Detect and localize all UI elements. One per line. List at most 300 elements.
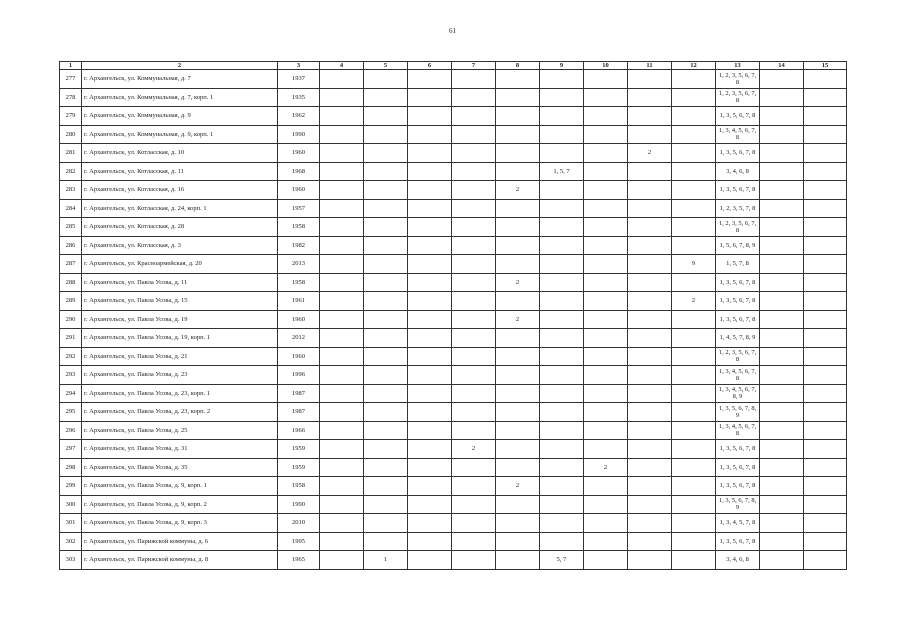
cell-col-15 bbox=[804, 384, 847, 403]
cell-col-4 bbox=[320, 384, 364, 403]
cell-col-14 bbox=[760, 273, 804, 292]
cell-col-9 bbox=[540, 458, 584, 477]
address-cell: г. Архангельск, ул. Парижской коммуны, д. 6 bbox=[82, 532, 278, 551]
address-cell: г. Архангельск, ул. Павла Усова, д. 9, корп. 3 bbox=[82, 514, 278, 533]
column-header-3: 3 bbox=[278, 62, 320, 70]
row-number: 277 bbox=[60, 70, 82, 89]
cell-col-14 bbox=[760, 440, 804, 459]
cell-col-8 bbox=[496, 107, 540, 126]
cell-col-13: 1, 3, 5, 6, 7, 8 bbox=[716, 532, 760, 551]
cell-col-10 bbox=[584, 199, 628, 218]
cell-col-6 bbox=[408, 440, 452, 459]
cell-col-15 bbox=[804, 514, 847, 533]
cell-col-10 bbox=[584, 107, 628, 126]
cell-col-7 bbox=[452, 218, 496, 237]
cell-col-13: 1, 3, 4, 5, 6, 7, 8, 9 bbox=[716, 384, 760, 403]
cell-col-13: 1, 3, 5, 6, 7, 8 bbox=[716, 107, 760, 126]
cell-col-4 bbox=[320, 366, 364, 385]
address-cell: г. Архангельск, ул. Павла Усова, д. 19 bbox=[82, 310, 278, 329]
cell-col-10 bbox=[584, 162, 628, 181]
cell-col-14 bbox=[760, 458, 804, 477]
cell-col-15 bbox=[804, 421, 847, 440]
row-number: 281 bbox=[60, 144, 82, 163]
cell-col-11 bbox=[628, 347, 672, 366]
year-cell: 1996 bbox=[278, 366, 320, 385]
cell-col-13: 1, 3, 5, 6, 7, 8 bbox=[716, 477, 760, 496]
year-cell: 1959 bbox=[278, 458, 320, 477]
cell-col-10 bbox=[584, 366, 628, 385]
row-number: 285 bbox=[60, 218, 82, 237]
table-row bbox=[60, 532, 847, 551]
cell-col-14 bbox=[760, 329, 804, 348]
cell-col-11: 2 bbox=[628, 144, 672, 163]
cell-col-7 bbox=[452, 70, 496, 89]
year-cell: 1966 bbox=[278, 421, 320, 440]
cell-col-7 bbox=[452, 458, 496, 477]
cell-col-8 bbox=[496, 199, 540, 218]
table-row bbox=[60, 310, 847, 329]
cell-col-15 bbox=[804, 218, 847, 237]
cell-col-9: 1, 5, 7 bbox=[540, 162, 584, 181]
cell-col-5 bbox=[364, 384, 408, 403]
table-row bbox=[60, 70, 847, 89]
cell-col-5 bbox=[364, 403, 408, 422]
table-row bbox=[60, 236, 847, 255]
cell-col-12 bbox=[672, 162, 716, 181]
year-cell: 2010 bbox=[278, 514, 320, 533]
row-number: 292 bbox=[60, 347, 82, 366]
cell-col-15 bbox=[804, 273, 847, 292]
table-row bbox=[60, 421, 847, 440]
cell-col-6 bbox=[408, 236, 452, 255]
cell-col-13: 1, 2, 3, 5, 7, 8 bbox=[716, 199, 760, 218]
cell-col-5 bbox=[364, 495, 408, 514]
cell-col-4 bbox=[320, 236, 364, 255]
cell-col-14 bbox=[760, 551, 804, 570]
cell-col-12 bbox=[672, 218, 716, 237]
cell-col-13: 1, 3, 5, 6, 7, 8 bbox=[716, 458, 760, 477]
cell-col-10 bbox=[584, 218, 628, 237]
address-cell: г. Архангельск, ул. Павла Усова, д. 9, корп. 2 bbox=[82, 495, 278, 514]
cell-col-6 bbox=[408, 255, 452, 274]
row-number: 280 bbox=[60, 125, 82, 144]
cell-col-8 bbox=[496, 70, 540, 89]
cell-col-12 bbox=[672, 107, 716, 126]
cell-col-8 bbox=[496, 532, 540, 551]
address-cell: г. Архангельск, ул. Красноармейская, д. 20 bbox=[82, 255, 278, 274]
cell-col-8 bbox=[496, 125, 540, 144]
cell-col-11 bbox=[628, 403, 672, 422]
year-cell: 1987 bbox=[278, 384, 320, 403]
cell-col-5 bbox=[364, 255, 408, 274]
cell-col-7 bbox=[452, 88, 496, 107]
cell-col-14 bbox=[760, 366, 804, 385]
cell-col-7 bbox=[452, 107, 496, 126]
cell-col-8 bbox=[496, 458, 540, 477]
address-cell: г. Архангельск, ул. Павла Усова, д. 23, корп. 2 bbox=[82, 403, 278, 422]
year-cell: 1962 bbox=[278, 107, 320, 126]
cell-col-4 bbox=[320, 218, 364, 237]
address-cell: г. Архангельск, ул. Павла Усова, д. 11 bbox=[82, 273, 278, 292]
cell-col-11 bbox=[628, 310, 672, 329]
cell-col-11 bbox=[628, 88, 672, 107]
table-row bbox=[60, 514, 847, 533]
cell-col-11 bbox=[628, 70, 672, 89]
cell-col-9 bbox=[540, 532, 584, 551]
cell-col-4 bbox=[320, 532, 364, 551]
cell-col-8 bbox=[496, 218, 540, 237]
row-number: 302 bbox=[60, 532, 82, 551]
table-row bbox=[60, 144, 847, 163]
row-number: 299 bbox=[60, 477, 82, 496]
column-header-13: 13 bbox=[716, 62, 760, 70]
year-cell: 1958 bbox=[278, 477, 320, 496]
cell-col-14 bbox=[760, 310, 804, 329]
cell-col-6 bbox=[408, 495, 452, 514]
cell-col-13: 1, 3, 5, 6, 7, 8 bbox=[716, 292, 760, 311]
cell-col-12 bbox=[672, 403, 716, 422]
cell-col-8: 2 bbox=[496, 477, 540, 496]
address-cell: г. Архангельск, ул. Павла Усова, д. 25 bbox=[82, 421, 278, 440]
cell-col-5 bbox=[364, 310, 408, 329]
cell-col-14 bbox=[760, 88, 804, 107]
cell-col-15 bbox=[804, 125, 847, 144]
table-row bbox=[60, 440, 847, 459]
address-cell: г. Архангельск, ул. Котласская, д. 28 bbox=[82, 218, 278, 237]
header-row bbox=[60, 62, 847, 70]
table-row bbox=[60, 88, 847, 107]
cell-col-15 bbox=[804, 144, 847, 163]
cell-col-4 bbox=[320, 347, 364, 366]
address-cell: г. Архангельск, ул. Павла Усова, д. 23, корп. 1 bbox=[82, 384, 278, 403]
cell-col-9 bbox=[540, 495, 584, 514]
cell-col-8 bbox=[496, 88, 540, 107]
cell-col-11 bbox=[628, 458, 672, 477]
cell-col-6 bbox=[408, 310, 452, 329]
register-table bbox=[59, 61, 847, 570]
cell-col-9 bbox=[540, 70, 584, 89]
year-cell: 1957 bbox=[278, 199, 320, 218]
cell-col-10 bbox=[584, 125, 628, 144]
table-row bbox=[60, 551, 847, 570]
column-header-9: 9 bbox=[540, 62, 584, 70]
cell-col-11 bbox=[628, 495, 672, 514]
cell-col-10 bbox=[584, 384, 628, 403]
cell-col-9 bbox=[540, 88, 584, 107]
cell-col-12 bbox=[672, 181, 716, 200]
cell-col-7 bbox=[452, 292, 496, 311]
cell-col-5 bbox=[364, 199, 408, 218]
cell-col-6 bbox=[408, 403, 452, 422]
cell-col-15 bbox=[804, 495, 847, 514]
cell-col-8 bbox=[496, 495, 540, 514]
cell-col-15 bbox=[804, 310, 847, 329]
address-cell: г. Архангельск, ул. Котласская, д. 16 bbox=[82, 181, 278, 200]
cell-col-9 bbox=[540, 273, 584, 292]
cell-col-7 bbox=[452, 551, 496, 570]
cell-col-12 bbox=[672, 125, 716, 144]
year-cell: 1995 bbox=[278, 532, 320, 551]
row-number: 290 bbox=[60, 310, 82, 329]
address-cell: г. Архангельск, ул. Павла Усова, д. 9, корп. 1 bbox=[82, 477, 278, 496]
cell-col-9 bbox=[540, 477, 584, 496]
cell-col-5 bbox=[364, 458, 408, 477]
cell-col-11 bbox=[628, 199, 672, 218]
cell-col-15 bbox=[804, 88, 847, 107]
cell-col-5 bbox=[364, 144, 408, 163]
cell-col-14 bbox=[760, 144, 804, 163]
cell-col-12 bbox=[672, 384, 716, 403]
cell-col-15 bbox=[804, 458, 847, 477]
cell-col-12 bbox=[672, 514, 716, 533]
cell-col-13: 3, 4, 6, 8 bbox=[716, 162, 760, 181]
cell-col-9 bbox=[540, 384, 584, 403]
table-row bbox=[60, 292, 847, 311]
column-header-7: 7 bbox=[452, 62, 496, 70]
cell-col-6 bbox=[408, 144, 452, 163]
address-cell: г. Архангельск, ул. Павла Усова, д. 35 bbox=[82, 458, 278, 477]
cell-col-6 bbox=[408, 199, 452, 218]
table-row bbox=[60, 477, 847, 496]
cell-col-10 bbox=[584, 292, 628, 311]
cell-col-12 bbox=[672, 199, 716, 218]
cell-col-15 bbox=[804, 236, 847, 255]
cell-col-4 bbox=[320, 403, 364, 422]
cell-col-5 bbox=[364, 107, 408, 126]
cell-col-5 bbox=[364, 162, 408, 181]
year-cell: 1960 bbox=[278, 310, 320, 329]
address-cell: г. Архангельск, ул. Павла Усова, д. 21 bbox=[82, 347, 278, 366]
address-cell: г. Архангельск, ул. Павла Усова, д. 23 bbox=[82, 366, 278, 385]
cell-col-12 bbox=[672, 347, 716, 366]
cell-col-9 bbox=[540, 421, 584, 440]
cell-col-5: 1 bbox=[364, 551, 408, 570]
address-cell: г. Архангельск, ул. Котласская, д. 24, корп. 1 bbox=[82, 199, 278, 218]
cell-col-12 bbox=[672, 366, 716, 385]
table-row bbox=[60, 384, 847, 403]
year-cell: 1961 bbox=[278, 292, 320, 311]
row-number: 297 bbox=[60, 440, 82, 459]
cell-col-11 bbox=[628, 477, 672, 496]
cell-col-7 bbox=[452, 125, 496, 144]
cell-col-13: 1, 3, 4, 5, 7, 8 bbox=[716, 514, 760, 533]
year-cell: 1990 bbox=[278, 495, 320, 514]
row-number: 295 bbox=[60, 403, 82, 422]
cell-col-13: 1, 5, 7, 8 bbox=[716, 255, 760, 274]
column-header-4: 4 bbox=[320, 62, 364, 70]
cell-col-11 bbox=[628, 421, 672, 440]
cell-col-5 bbox=[364, 347, 408, 366]
cell-col-7 bbox=[452, 162, 496, 181]
cell-col-4 bbox=[320, 107, 364, 126]
cell-col-13: 1, 2, 3, 5, 6, 7, 8 bbox=[716, 70, 760, 89]
cell-col-4 bbox=[320, 125, 364, 144]
cell-col-11 bbox=[628, 236, 672, 255]
cell-col-13: 1, 3, 4, 5, 6, 7, 8 bbox=[716, 125, 760, 144]
cell-col-12 bbox=[672, 144, 716, 163]
cell-col-12 bbox=[672, 310, 716, 329]
cell-col-5 bbox=[364, 218, 408, 237]
cell-col-8: 2 bbox=[496, 273, 540, 292]
cell-col-11 bbox=[628, 107, 672, 126]
cell-col-11 bbox=[628, 162, 672, 181]
cell-col-14 bbox=[760, 495, 804, 514]
column-header-2: 2 bbox=[82, 62, 278, 70]
address-cell: г. Архангельск, ул. Коммунальная, д. 7, корп. 1 bbox=[82, 88, 278, 107]
cell-col-15 bbox=[804, 403, 847, 422]
cell-col-10 bbox=[584, 440, 628, 459]
cell-col-7 bbox=[452, 181, 496, 200]
cell-col-10 bbox=[584, 236, 628, 255]
cell-col-12 bbox=[672, 495, 716, 514]
year-cell: 1959 bbox=[278, 440, 320, 459]
cell-col-13: 3, 4, 6, 8 bbox=[716, 551, 760, 570]
cell-col-15 bbox=[804, 199, 847, 218]
year-cell: 1937 bbox=[278, 70, 320, 89]
cell-col-12: 9 bbox=[672, 255, 716, 274]
cell-col-15 bbox=[804, 366, 847, 385]
cell-col-10 bbox=[584, 329, 628, 348]
cell-col-15 bbox=[804, 440, 847, 459]
cell-col-10: 2 bbox=[584, 458, 628, 477]
row-number: 284 bbox=[60, 199, 82, 218]
table-row bbox=[60, 495, 847, 514]
cell-col-11 bbox=[628, 292, 672, 311]
cell-col-7 bbox=[452, 310, 496, 329]
cell-col-8 bbox=[496, 255, 540, 274]
cell-col-7 bbox=[452, 384, 496, 403]
cell-col-15 bbox=[804, 70, 847, 89]
cell-col-6 bbox=[408, 551, 452, 570]
column-header-8: 8 bbox=[496, 62, 540, 70]
cell-col-15 bbox=[804, 255, 847, 274]
address-cell: г. Архангельск, ул. Парижской коммуны, д. 8 bbox=[82, 551, 278, 570]
row-number: 303 bbox=[60, 551, 82, 570]
cell-col-9 bbox=[540, 440, 584, 459]
cell-col-9 bbox=[540, 347, 584, 366]
cell-col-14 bbox=[760, 403, 804, 422]
cell-col-5 bbox=[364, 236, 408, 255]
address-cell: г. Архангельск, ул. Павла Усова, д. 31 bbox=[82, 440, 278, 459]
row-number: 293 bbox=[60, 366, 82, 385]
cell-col-6 bbox=[408, 458, 452, 477]
year-cell: 1960 bbox=[278, 347, 320, 366]
cell-col-4 bbox=[320, 421, 364, 440]
address-cell: г. Архангельск, ул. Павла Усова, д. 19, корп. 1 bbox=[82, 329, 278, 348]
cell-col-11 bbox=[628, 218, 672, 237]
cell-col-10 bbox=[584, 70, 628, 89]
row-number: 287 bbox=[60, 255, 82, 274]
cell-col-9 bbox=[540, 144, 584, 163]
cell-col-10 bbox=[584, 514, 628, 533]
column-header-5: 5 bbox=[364, 62, 408, 70]
cell-col-15 bbox=[804, 107, 847, 126]
year-cell: 2012 bbox=[278, 329, 320, 348]
cell-col-6 bbox=[408, 181, 452, 200]
cell-col-15 bbox=[804, 532, 847, 551]
cell-col-6 bbox=[408, 421, 452, 440]
cell-col-13: 1, 2, 3, 5, 6, 7, 8 bbox=[716, 347, 760, 366]
cell-col-13: 1, 3, 5, 6, 7, 8 bbox=[716, 440, 760, 459]
cell-col-5 bbox=[364, 440, 408, 459]
cell-col-4 bbox=[320, 495, 364, 514]
table-row bbox=[60, 273, 847, 292]
cell-col-14 bbox=[760, 514, 804, 533]
cell-col-5 bbox=[364, 88, 408, 107]
year-cell: 1982 bbox=[278, 236, 320, 255]
cell-col-6 bbox=[408, 329, 452, 348]
cell-col-8 bbox=[496, 292, 540, 311]
page-number: 61 bbox=[449, 27, 456, 35]
table-row bbox=[60, 162, 847, 181]
cell-col-7 bbox=[452, 495, 496, 514]
cell-col-6 bbox=[408, 125, 452, 144]
cell-col-14 bbox=[760, 236, 804, 255]
year-cell: 1960 bbox=[278, 181, 320, 200]
cell-col-10 bbox=[584, 532, 628, 551]
row-number: 294 bbox=[60, 384, 82, 403]
cell-col-7 bbox=[452, 366, 496, 385]
cell-col-14 bbox=[760, 162, 804, 181]
cell-col-7 bbox=[452, 421, 496, 440]
cell-col-13: 1, 2, 3, 5, 6, 7, 8 bbox=[716, 88, 760, 107]
cell-col-9 bbox=[540, 125, 584, 144]
cell-col-15 bbox=[804, 181, 847, 200]
cell-col-8 bbox=[496, 236, 540, 255]
column-header-10: 10 bbox=[584, 62, 628, 70]
cell-col-13: 1, 3, 5, 6, 7, 8 bbox=[716, 181, 760, 200]
cell-col-10 bbox=[584, 495, 628, 514]
cell-col-6 bbox=[408, 384, 452, 403]
cell-col-15 bbox=[804, 162, 847, 181]
cell-col-11 bbox=[628, 125, 672, 144]
cell-col-10 bbox=[584, 421, 628, 440]
cell-col-8 bbox=[496, 403, 540, 422]
row-number: 296 bbox=[60, 421, 82, 440]
cell-col-4 bbox=[320, 329, 364, 348]
cell-col-14 bbox=[760, 477, 804, 496]
year-cell: 1968 bbox=[278, 162, 320, 181]
table-row bbox=[60, 181, 847, 200]
cell-col-12 bbox=[672, 70, 716, 89]
row-number: 279 bbox=[60, 107, 82, 126]
address-cell: г. Архангельск, ул. Коммунальная, д. 9 bbox=[82, 107, 278, 126]
address-cell: г. Архангельск, ул. Котласская, д. 3 bbox=[82, 236, 278, 255]
cell-col-12: 2 bbox=[672, 292, 716, 311]
cell-col-10 bbox=[584, 551, 628, 570]
cell-col-13: 1, 3, 5, 6, 7, 8 bbox=[716, 273, 760, 292]
cell-col-14 bbox=[760, 255, 804, 274]
cell-col-12 bbox=[672, 421, 716, 440]
year-cell: 2013 bbox=[278, 255, 320, 274]
row-number: 300 bbox=[60, 495, 82, 514]
cell-col-10 bbox=[584, 255, 628, 274]
cell-col-4 bbox=[320, 273, 364, 292]
table-row bbox=[60, 403, 847, 422]
cell-col-6 bbox=[408, 107, 452, 126]
cell-col-7: 2 bbox=[452, 440, 496, 459]
cell-col-10 bbox=[584, 88, 628, 107]
cell-col-6 bbox=[408, 477, 452, 496]
cell-col-15 bbox=[804, 551, 847, 570]
cell-col-12 bbox=[672, 236, 716, 255]
cell-col-11 bbox=[628, 181, 672, 200]
cell-col-4 bbox=[320, 162, 364, 181]
cell-col-7 bbox=[452, 532, 496, 551]
cell-col-11 bbox=[628, 514, 672, 533]
cell-col-8 bbox=[496, 440, 540, 459]
cell-col-7 bbox=[452, 477, 496, 496]
